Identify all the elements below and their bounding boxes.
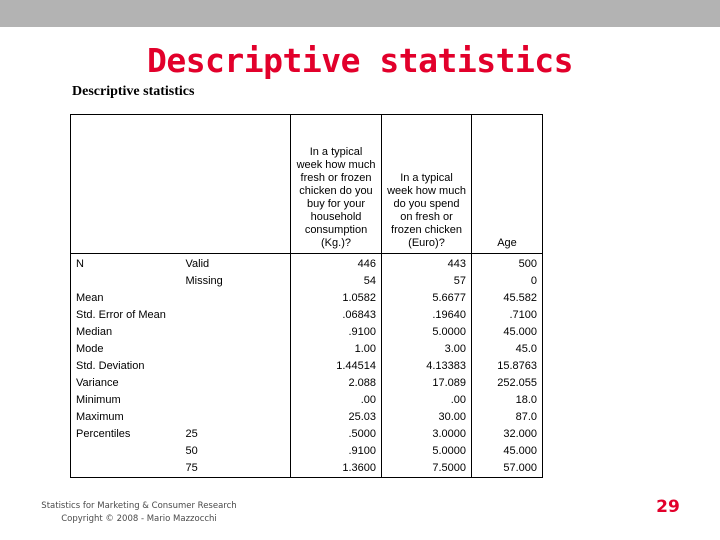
- row-stat-label: [71, 460, 181, 478]
- row-sub-label: [181, 409, 291, 426]
- row-value-cell: .19640: [382, 307, 472, 324]
- table-row: [71, 375, 543, 392]
- row-value-cell: 3.0000: [382, 426, 472, 443]
- row-value-cell: 443: [382, 254, 472, 274]
- top-bar: [0, 0, 720, 27]
- row-value-cell: .9100: [291, 324, 382, 341]
- row-value-cell: 1.00: [291, 341, 382, 358]
- row-stat-label: Percentiles: [76, 428, 131, 440]
- page-number: 29: [656, 497, 680, 517]
- row-value-cell: 57.000: [472, 460, 543, 478]
- header-chicken-euro: In a typical week how much do you spend on fresh or frozen chicken (Euro)?: [382, 115, 472, 254]
- row-value-cell: 7.5000: [382, 460, 472, 478]
- table-header-row: [71, 115, 543, 254]
- header-stat-blank: [71, 115, 181, 254]
- footer-line-2: Copyright © 2008 - Mario Mazzocchi: [61, 514, 217, 524]
- table-row: [71, 341, 543, 358]
- row-value-cell: .00: [382, 392, 472, 409]
- row-value-cell: 5.0000: [382, 324, 472, 341]
- row-stat-label: Median: [76, 326, 113, 338]
- table-caption: Descriptive statistics: [72, 84, 195, 99]
- table-row: [71, 358, 543, 375]
- row-value-cell: 5.6677: [382, 290, 472, 307]
- row-value-cell: 3.00: [382, 341, 472, 358]
- table-row: [71, 290, 543, 307]
- row-value-cell: .7100: [472, 307, 543, 324]
- row-stat-label: Minimum: [76, 394, 121, 406]
- row-sub-label: [181, 341, 291, 358]
- row-stat-label: [71, 443, 181, 460]
- row-sub-label: 75: [185, 462, 198, 474]
- table-row: [71, 324, 543, 341]
- table-row: [71, 273, 543, 290]
- row-value-cell: 45.0: [472, 341, 543, 358]
- row-value-cell: 25.03: [291, 409, 382, 426]
- row-stat-label: Mode: [76, 343, 104, 355]
- table-row: [71, 460, 543, 478]
- row-value-cell: 1.0582: [291, 290, 382, 307]
- table-row: [71, 392, 543, 409]
- table-row: [71, 254, 543, 274]
- row-value-cell: .06843: [291, 307, 382, 324]
- row-value-cell: 30.00: [382, 409, 472, 426]
- row-value-cell: .00: [291, 392, 382, 409]
- row-value-cell: 54: [291, 273, 382, 290]
- row-sub-label: 25: [185, 428, 198, 440]
- row-value-cell: 17.089: [382, 375, 472, 392]
- header-chicken-kg: In a typical week how much fresh or frozen chicken do you buy for your household consumption (Kg.)?: [291, 115, 382, 254]
- row-sub-label: Valid: [185, 258, 210, 270]
- row-stat-label: Maximum: [76, 411, 124, 423]
- row-value-cell: 5.0000: [382, 443, 472, 460]
- row-stat-label: Mean: [76, 292, 104, 304]
- row-sub-label: [181, 375, 291, 392]
- row-value-cell: 87.0: [472, 409, 543, 426]
- row-value-cell: 2.088: [291, 375, 382, 392]
- row-value-cell: 446: [291, 254, 382, 274]
- table-body: [71, 254, 543, 478]
- row-sub-label: [181, 324, 291, 341]
- row-sub-label: 50: [185, 445, 198, 457]
- row-stat-label: N: [76, 258, 84, 270]
- row-value-cell: 45.000: [472, 324, 543, 341]
- slide-title: Descriptive statistics: [146, 41, 574, 80]
- row-value-cell: 32.000: [472, 426, 543, 443]
- table-row: [71, 443, 543, 460]
- footer-text: [24, 500, 254, 526]
- row-value-cell: .9100: [291, 443, 382, 460]
- row-value-cell: 500: [472, 254, 543, 274]
- row-stat-label: Variance: [76, 377, 119, 389]
- row-value-cell: 57: [382, 273, 472, 290]
- row-sub-label: [181, 307, 291, 324]
- table-row: [71, 409, 543, 426]
- table-row: [71, 307, 543, 324]
- footer-line-1: Statistics for Marketing & Consumer Research: [41, 501, 237, 511]
- row-value-cell: 45.000: [472, 443, 543, 460]
- row-sub-label: Missing: [185, 275, 223, 287]
- row-stat-label: Std. Deviation: [76, 360, 145, 372]
- row-value-cell: .5000: [291, 426, 382, 443]
- row-stat-label: Std. Error of Mean: [76, 309, 166, 321]
- row-value-cell: 4.13383: [382, 358, 472, 375]
- descriptive-statistics-table: [70, 114, 543, 478]
- row-sub-label: [181, 392, 291, 409]
- row-value-cell: 45.582: [472, 290, 543, 307]
- table-row: [71, 426, 543, 443]
- header-sub-blank: [181, 115, 291, 254]
- row-value-cell: 1.44514: [291, 358, 382, 375]
- row-value-cell: 1.3600: [291, 460, 382, 478]
- header-age: Age: [472, 115, 543, 254]
- row-stat-label: [71, 273, 181, 290]
- row-sub-label: [181, 290, 291, 307]
- row-value-cell: 18.0: [472, 392, 543, 409]
- row-value-cell: 252.055: [472, 375, 543, 392]
- row-value-cell: 0: [472, 273, 543, 290]
- row-value-cell: 15.8763: [472, 358, 543, 375]
- row-sub-label: [181, 358, 291, 375]
